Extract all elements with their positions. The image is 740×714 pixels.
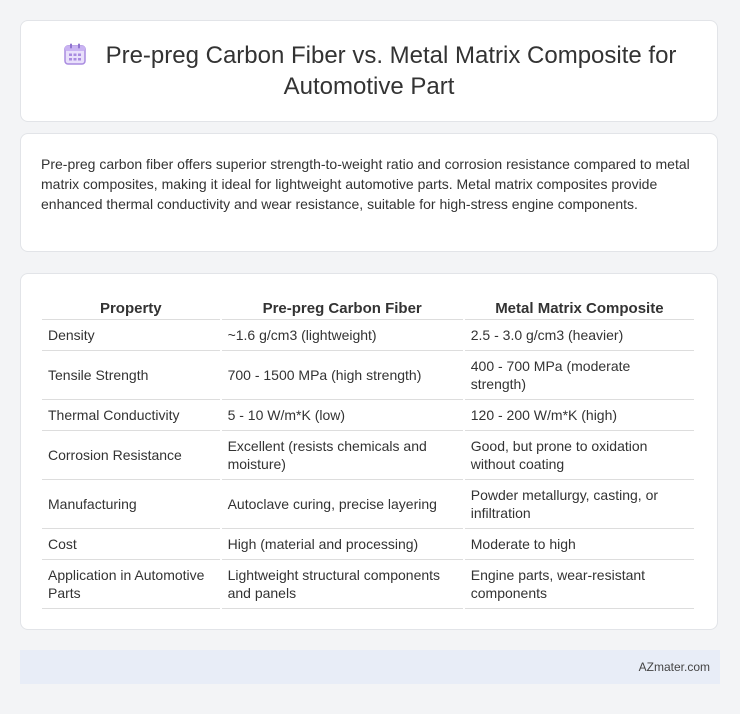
table-cell: Autoclave curing, precise layering	[222, 480, 463, 529]
table-cell: Density	[42, 320, 220, 351]
table-cell: Application in Automotive Parts	[42, 560, 220, 609]
table-cell: Tensile Strength	[42, 351, 220, 400]
table-cell: High (material and processing)	[222, 529, 463, 560]
table-row	[42, 560, 694, 609]
table-row	[42, 320, 694, 351]
table-cell: 5 - 10 W/m*K (low)	[222, 400, 463, 431]
table-row	[42, 351, 694, 400]
footer-brand: AZmater.com	[638, 660, 710, 674]
table-cell: 400 - 700 MPa (moderate strength)	[465, 351, 694, 400]
header-pre-preg-carbon-fiber: Pre-preg Carbon Fiber	[222, 295, 463, 320]
title-wrap	[49, 40, 689, 102]
table-row	[42, 400, 694, 431]
table-cell: Excellent (resists chemicals and moisture)	[222, 431, 463, 480]
table-row	[42, 529, 694, 560]
summary-card	[20, 133, 718, 252]
table-cell: Cost	[42, 529, 220, 560]
comparison-card	[20, 273, 718, 630]
table-cell: Lightweight structural components and panels	[222, 560, 463, 609]
footer-bar	[20, 650, 720, 684]
table-cell: Thermal Conductivity	[42, 400, 220, 431]
table-cell: ~1.6 g/cm3 (lightweight)	[222, 320, 463, 351]
header-metal-matrix-composite: Metal Matrix Composite	[465, 295, 694, 320]
table-cell: 120 - 200 W/m*K (high)	[465, 400, 694, 431]
header-property: Property	[42, 295, 220, 320]
table-cell: Moderate to high	[465, 529, 694, 560]
comparison-table	[40, 295, 696, 609]
table-cell: 2.5 - 3.0 g/cm3 (heavier)	[465, 320, 694, 351]
table-header-row	[42, 295, 694, 320]
table-row	[42, 431, 694, 480]
page-title: Pre-preg Carbon Fiber vs. Metal Matrix Composite for Automotive Part	[105, 42, 677, 100]
table-cell: Corrosion Resistance	[42, 431, 220, 480]
calendar-icon	[62, 42, 88, 66]
table-cell: Manufacturing	[42, 480, 220, 529]
summary-text: Pre-preg carbon fiber offers superior strength-to-weight ratio and corrosion resistance compared to metal matrix composites, making it ideal for lightweight automotive parts. Metal matrix composites provide enhanced thermal conductivity and wear resistance, suitable for high-stress engine components.	[41, 156, 690, 212]
table-cell: 700 - 1500 MPa (high strength)	[222, 351, 463, 400]
table-cell: Engine parts, wear-resistant components	[465, 560, 694, 609]
table-row	[42, 480, 694, 529]
title-card	[20, 20, 718, 122]
table-cell: Powder metallurgy, casting, or infiltration	[465, 480, 694, 529]
table-cell: Good, but prone to oxidation without coating	[465, 431, 694, 480]
